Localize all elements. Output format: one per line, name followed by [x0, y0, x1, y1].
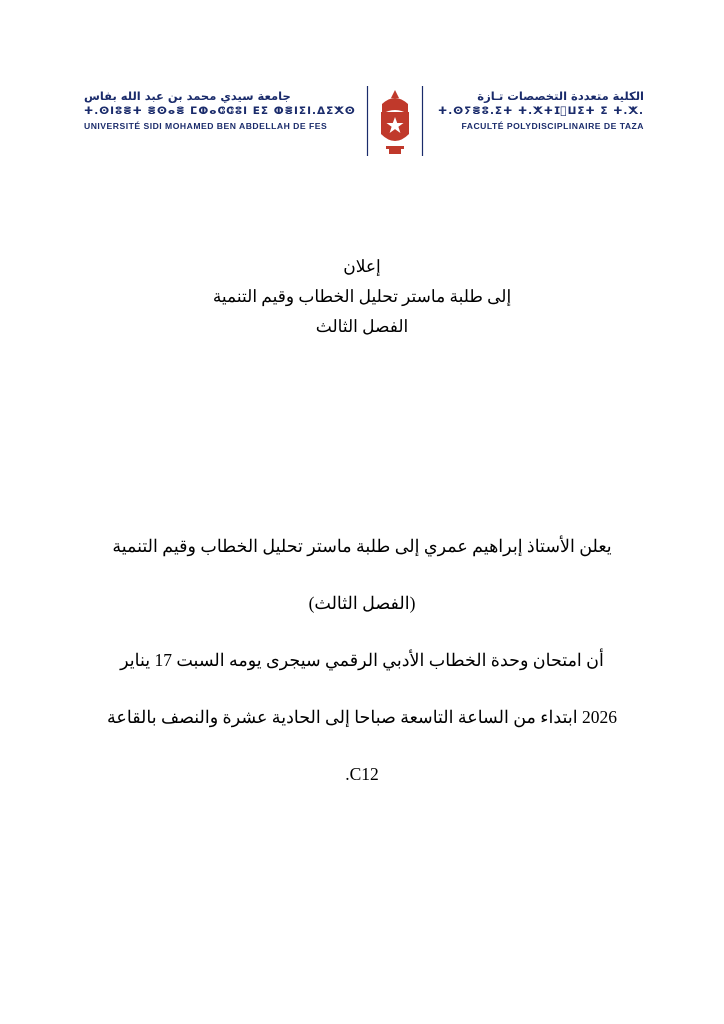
body-paragraph-3: أن امتحان وحدة الخطاب الأدبي الرقمي سيجرى يومه السبت 17 يناير	[120, 650, 604, 670]
letterhead	[84, 84, 644, 162]
body-paragraph-2: (الفصل الثالث)	[308, 593, 416, 613]
heading-semester: الفصل الثالث	[315, 317, 409, 336]
announcement-heading	[0, 252, 724, 342]
announcement-body	[62, 518, 662, 803]
university-name-arabic: جامعة سيدي محمد بن عبد الله بفاس	[84, 89, 291, 103]
body-paragraph-5: C12.	[345, 764, 379, 784]
faculty-name-arabic: الكلية متعددة التخصصات تـازة	[477, 89, 644, 103]
letterhead-university-block	[84, 84, 356, 133]
heading-title: إعلان	[343, 257, 381, 276]
letterhead-faculty-block	[434, 84, 644, 133]
university-name-french: UNIVERSITÉ SIDI MOHAMED BEN ABDELLAH DE FES	[84, 121, 328, 131]
university-name-tifinagh: ⵜ.ⵙⵏⵓⴻⵜ ⴻⵙⴰⴻ ⵎⵀⴰⵛⵛⵓⵏ ⴹⵉ ⵀⴻⵏⵉⵏ.ⵠⵉⵅⵙ	[84, 105, 356, 117]
faculty-name-french: FACULTÉ POLYDISCIPLINAIRE DE TAZA	[461, 121, 644, 131]
body-paragraph-1: يعلن الأستاذ إبراهيم عمري إلى طلبة ماستر تحليل الخطاب وقيم التنمية	[112, 536, 612, 556]
faculty-name-tifinagh: ⵜ.ⵙⵢⴻⵓ.ⵉⵜ ⵜ.ⵅⵜⵊ⵿ⵡⵉⵜ ⵉ ⵜ.ⵅ.	[438, 105, 644, 117]
body-paragraph-4: 2026 ابتداء من الساعة التاسعة صباحا إلى الحادية عشرة والنصف بالقاعة	[107, 707, 617, 727]
university-crest-logo	[366, 84, 424, 158]
heading-audience: إلى طلبة ماستر تحليل الخطاب وقيم التنمية	[212, 287, 512, 306]
